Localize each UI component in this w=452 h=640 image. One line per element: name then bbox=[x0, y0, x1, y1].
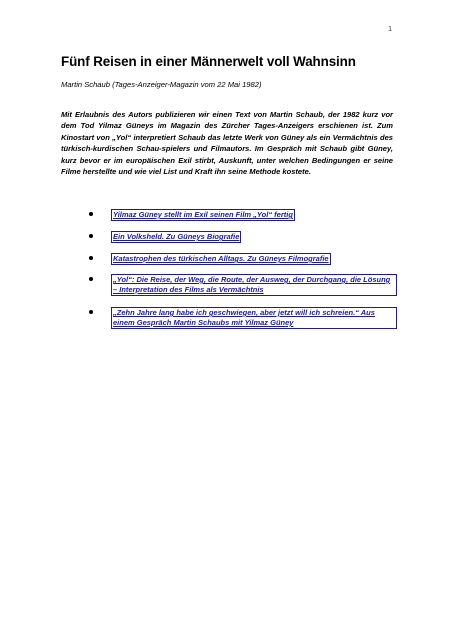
toc-link-filmography[interactable]: Katastrophen des türkischen Alltags. Zu Güneys Filmografie bbox=[113, 254, 329, 263]
page-title: Fünf Reisen in einer Männerwelt voll Wahnsinn bbox=[61, 54, 356, 69]
page-number: 1 bbox=[388, 26, 392, 33]
toc-link-interview[interactable]: „Zehn Jahre lang habe ich geschwiegen, aber jetzt will ich schreien.“ Aus einem Gespräch Martin Schaubs mit Yilmaz Güney bbox=[111, 307, 397, 329]
bullet-icon bbox=[89, 212, 93, 216]
bullet-icon bbox=[89, 234, 93, 238]
toc-link-biography[interactable]: Ein Volksheld. Zu Güneys Biografie bbox=[113, 232, 240, 241]
toc-link-yol-interpretation[interactable]: „Yol“: Die Reise, der Weg, die Route, der Ausweg, der Durchgang, die Lösung – Interpretation des Films als Vermächtnis bbox=[111, 274, 397, 296]
byline: Martin Schaub (Tages-Anzeiger-Magazin vom 22 Mai 1982) bbox=[61, 80, 262, 89]
bullet-icon bbox=[89, 310, 93, 314]
bullet-icon bbox=[89, 256, 93, 260]
bullet-icon bbox=[89, 277, 93, 281]
toc-link-exile-film[interactable]: Yilmaz Güney stellt im Exil seinen Film „Yol“ fertig bbox=[113, 210, 293, 219]
intro-paragraph: Mit Erlaubnis des Autors publizieren wir einen Text von Martin Schaub, der 1982 kurz vor dem Tod Yilmaz Güneys im Magazin des Zürcher Tages-Anzeigers erschienen ist. Zum Kinostart von „Yol“ interpretiert Schaub das letzte Werk von Güney als ein Vermächtnis des türkisch-kurdischen Schau-spielers und Filmautors. Im Gespräch mit Schaub gibt Güney, kurz bevor er im europäischen Exil stirbt, Auskunft, unter welchen Bedingungen er seine Filme herstellte und wie viel List und Kraft ihn seine Methode kostete. bbox=[61, 110, 393, 177]
